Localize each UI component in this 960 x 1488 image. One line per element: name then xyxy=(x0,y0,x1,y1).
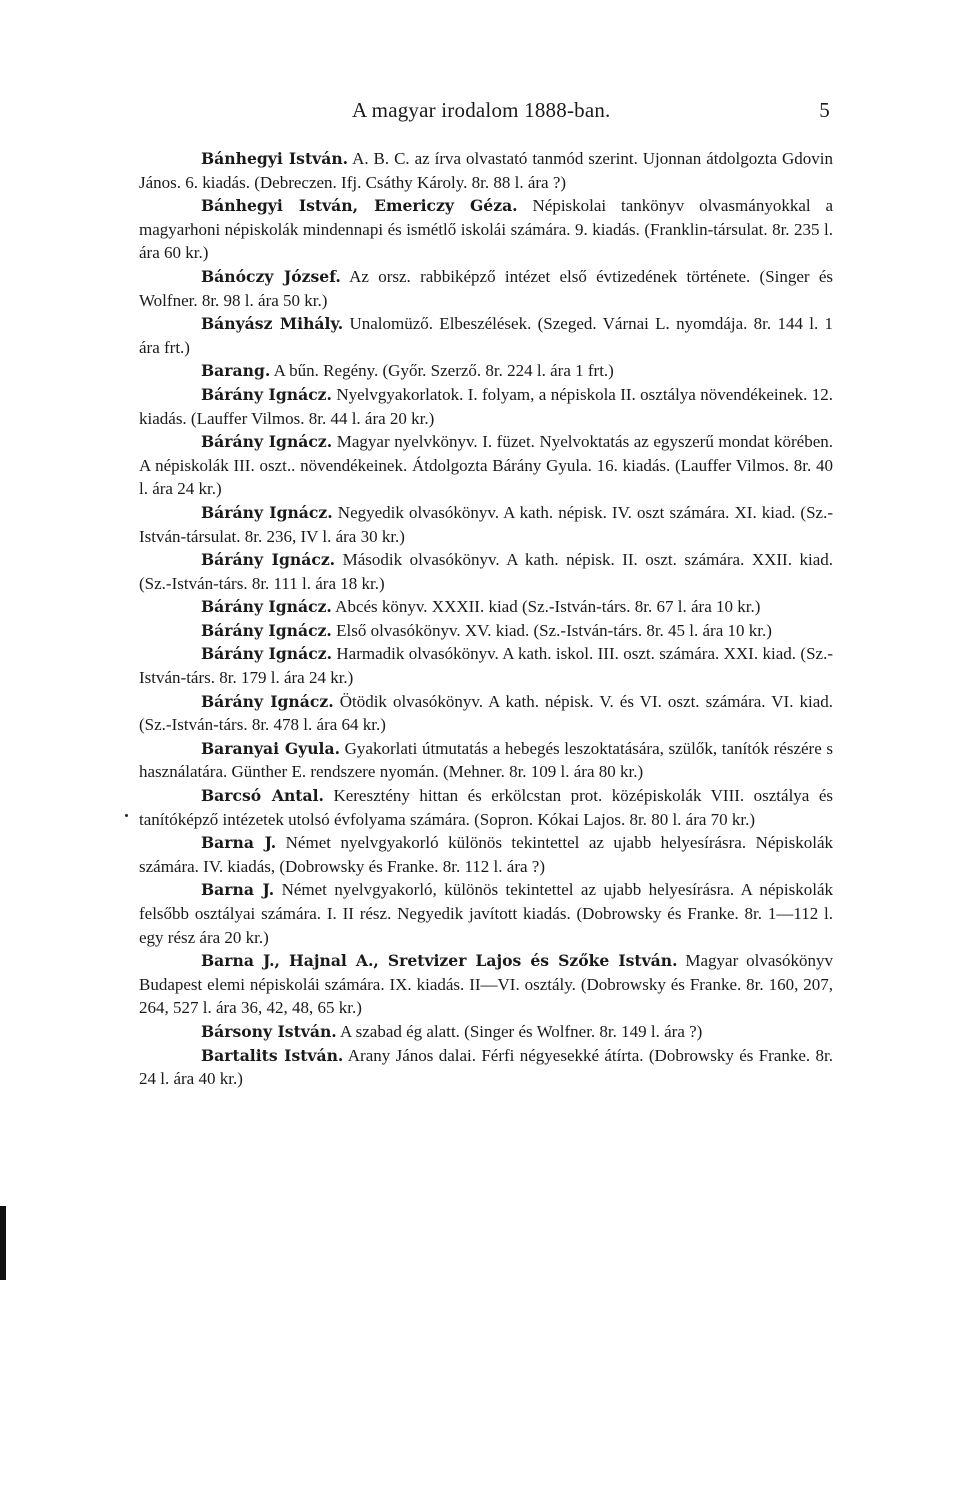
bibliography-entry xyxy=(139,690,833,737)
page-number: 5 xyxy=(819,98,830,122)
entry-author: Bársony István. xyxy=(201,1021,337,1041)
bibliography-entry xyxy=(139,595,833,619)
entry-text: Arany János dalai. Férfi négyesekké átírta. (Dobrowsky és Franke. 8r. 24 l. ára 40 kr.) xyxy=(139,1045,833,1089)
entry-author: Bánhegyi István, Emericzy Géza. xyxy=(201,196,518,216)
bibliography-entry xyxy=(139,359,833,383)
entry-author: Baranyai Gyula. xyxy=(201,738,341,758)
entry-text: Német nyelvgyakorló, különös tekintettel az ujabb helyesírásra. A népiskolák felsőbb osztályai számára. I. II rész. Negyedik javított kiadás. (Dobrowsky és Franke. 8r. 1—112 l. egy rész ára 20 kr.) xyxy=(139,880,834,947)
entry-author: Bárány Ignácz. xyxy=(201,502,333,522)
entry-author: Bányász Mihály. xyxy=(201,314,344,334)
entry-author: Bárány Ignácz. xyxy=(201,432,333,452)
entry-text: A. B. C. az írva olvastató tanmód szerint. Ujonnan átdolgozta Gdovin János. 6. kiadás. (Debreczen. Ifj. Csáthy Károly. 8r. 88 l. ára ?) xyxy=(139,149,833,192)
entry-author: Bartalits István. xyxy=(201,1045,344,1065)
bibliography-entry xyxy=(139,383,833,430)
entry-text: Negyedik olvasókönyv. A kath. népisk. IV. oszt számára. XI. kiad. (Sz.-István-társulat. 8r. 236, IV l. ára 30 kr.) xyxy=(139,502,833,546)
entry-text: A szabad ég alatt. (Singer és Wolfner. 8r. 149 l. ára ?) xyxy=(336,1021,703,1041)
bibliography-entry xyxy=(139,194,833,265)
bibliography-entry xyxy=(139,1044,833,1091)
scan-speck xyxy=(125,814,128,817)
entry-text: Magyar olvasókönyv Budapest elemi népiskolái számára. IX. kiadás. II—VI. osztály. (Dobrowsky és Franke. 8r. 160, 207, 264, 527 l. ára 36, 42, 48, 65 kr.) xyxy=(139,951,833,1018)
entry-author: Bárány Ignácz. xyxy=(201,644,332,664)
bibliography-entry xyxy=(139,878,833,949)
entry-author: Barna J. xyxy=(201,880,275,900)
entry-text: Nyelvgyakorlatok. I. folyam, a népiskola II. osztálya növendékeinek. 12. kiadás. (Lauffer Vilmos. 8r. 44 l. ára 20 kr.) xyxy=(139,384,833,428)
scan-margin-mark xyxy=(0,1206,6,1280)
entry-author: Bárány Ignácz. xyxy=(201,691,334,711)
bibliography-entry xyxy=(139,430,833,501)
entry-text: Gyakorlati útmutatás a hebegés leszoktatására, szülők, tanítók részére s használatára. Günther E. rendszere nyomán. (Mehner. 8r. 109 l. ára 80 kr.) xyxy=(139,738,833,782)
bibliography-entry xyxy=(139,737,833,784)
bibliography-entry xyxy=(139,619,833,643)
entry-author: Bánóczy József. xyxy=(201,266,341,286)
entry-text: Német nyelvgyakorló különös tekintettel az ujabb helyesírásra. Népiskolák számára. IV. kiadás, (Dobrowsky és Franke. 8r. 112 l. ára ?) xyxy=(139,833,833,876)
entry-text: Népiskolai tankönyv olvasmányokkal a magyarhoni népiskolák mindennapi és ismétlő iskolái számára. 9. kiadás. (Franklin-társulat. 8r. 235 l. ára 60 kr.) xyxy=(139,196,834,263)
bibliography-entry xyxy=(139,784,833,831)
entry-text: Magyar nyelvkönyv. I. füzet. Nyelvoktatás az egyszerű mondat körében. A népiskolák III. oszt.. növendékeinek. Átdolgozta Bárány Gyula. 16. kiadás. (Lauffer Vilmos. 8r. 40 l. ára 24 kr.) xyxy=(139,432,833,499)
bibliography-entry xyxy=(139,312,833,359)
bibliography-entry xyxy=(139,265,833,312)
bibliography-entry xyxy=(139,949,833,1020)
entry-text: Harmadik olvasókönyv. A kath. iskol. III. oszt. számára. XXI. kiad. (Sz.-István-társ. 8r. 179 l. ára 24 kr.) xyxy=(139,644,833,688)
entry-author: Bárány Ignácz. xyxy=(201,597,332,617)
entry-text: Ötödik olvasókönyv. A kath. népisk. V. és VI. oszt. számára. VI. kiad. (Sz.-István-társ. 8r. 478 l. ára 64 kr.) xyxy=(139,691,834,735)
entry-author: Bánhegyi István. xyxy=(201,149,349,168)
entry-author: Bárány Ignácz. xyxy=(201,384,332,404)
bibliography-entry xyxy=(139,501,833,548)
entry-author: Barna J. xyxy=(201,833,277,853)
bibliography-entry xyxy=(139,831,833,878)
entry-author: Barna J., Hajnal A., Sretvizer Lajos és Szőke István. xyxy=(201,951,678,971)
page-title: A magyar irodalom 1888-ban. xyxy=(352,98,611,122)
bibliography-entry xyxy=(139,1020,833,1044)
entry-author: Bárány Ignácz. xyxy=(201,550,336,570)
bibliography-list xyxy=(139,147,833,1091)
entry-author: Bárány Ignácz. xyxy=(201,620,332,640)
entry-text: Abcés könyv. XXXII. kiad (Sz.-István-társ. 8r. 67 l. ára 10 kr.) xyxy=(331,597,761,617)
bibliography-entry xyxy=(139,147,833,194)
entry-author: Barang. xyxy=(201,361,271,381)
entry-text: Unalomüző. Elbeszélések. (Szeged. Várnai L. nyomdája. 8r. 144 l. 1 ára frt.) xyxy=(139,314,833,357)
entry-text: A bűn. Regény. (Győr. Szerző. 8r. 224 l. ára 1 frt.) xyxy=(270,361,614,381)
entry-text: Keresztény hittan és erkölcstan prot. középiskolák VIII. osztálya és tanítóképző intézetek utolsó évfolyama számára. (Sopron. Kókai Lajos. 8r. 80 l. ára 70 kr.) xyxy=(139,786,833,829)
bibliography-entry xyxy=(139,548,833,595)
entry-text: Az orsz. rabbiképző intézet első évtizedének története. (Singer és Wolfner. 8r. 98 l. ára 50 kr.) xyxy=(139,266,834,310)
entry-text: Első olvasókönyv. XV. kiad. (Sz.-István-társ. 8r. 45 l. ára 10 kr.) xyxy=(331,620,772,640)
bibliography-entry xyxy=(139,642,833,689)
entry-author: Barcsó Antal. xyxy=(201,786,324,806)
entry-text: Második olvasókönyv. A kath. népisk. II. oszt. számára. XXII. kiad. (Sz.-István-társ. 8r. 111 l. ára 18 kr.) xyxy=(139,550,833,593)
